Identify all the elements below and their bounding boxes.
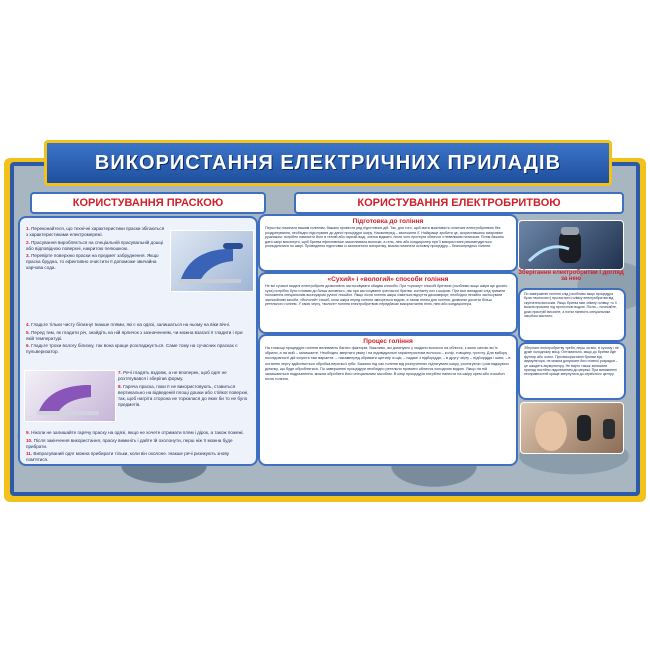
iron-heading [30, 192, 266, 214]
page-title: ВИКОРИСТАННЯ ЕЛЕКТРИЧНИХ ПРИЛАДІВ [94, 151, 562, 174]
shaver-photo-top [518, 220, 624, 270]
methods-title: «Сухий» і «вологий» способи гоління [327, 276, 449, 283]
shaver-heading [294, 192, 624, 214]
rule-7: 7. Речі гладять вздовж, а не впоперек, щоб одяг не розтягувався і зберігав форму. [118, 370, 227, 381]
info-board [4, 140, 646, 502]
methods-text: Не всі сучасні моделі електробритв дозволяють застосовувати обидва способи. При «сухому» способі бритвою (особливо якщо шкіра ще досить суха) потрібно бути готовим до більш активного, ніж при застосуванні гратчастої бритви, контакту лез з шкірою. При всіх випадках слід тримати положення спеціальним аксесуаром ручної лосьйон. Якщо після гоління шкіра з'явиться відчуття дискомфорт, необхідно негайно застосувати заспокійливі засоби. «Вологий» спосіб, коли шкіра перед гоління змочується водою, а також гелем для гоління, дозволяє досягти більш ретельного гоління. У свою чергу, «вологе» гоління електробритвою передбачає використання гелю, піни або кондиціонера. [265, 284, 508, 307]
process-panel [258, 334, 518, 466]
rule-8: 8. Гаряча праска, поки її не використовують, ставиться вертикально на відведеній площі дошки або стійкої поверхні, так, щоб нагріта сторона не торкалася до яких би то не було предметів. [118, 383, 249, 407]
process-title: Процес гоління [363, 338, 413, 345]
storage-title: Зберігання електробритви і догляд за нею [518, 270, 624, 282]
storage-text-2: Зберігати електробритву треба, перш за все, в сухому і не дуже холодному місці. Оптимально, якщо до бритви йде футляр або чохол. При використанні бритви від акумулятора, не можна допускати його повної розрядки – це шкодить акумулятору. Не варто також залишати прилад постійно підключеним до мережі. При виникненні несправностей краще звернутися до сервісного центру. [524, 346, 619, 377]
iron-icon [171, 231, 253, 291]
iron-heading-text: КОРИСТУВАННЯ ПРАСКОЮ [72, 197, 224, 209]
iron-rules-list [26, 226, 166, 273]
iron-panel [18, 216, 258, 466]
shaver-heading-text: КОРИСТУВАННЯ ЕЛЕКТРОБРИТВОЮ [357, 197, 561, 209]
rule-2: 2. Прасування виробляється на спеціальній прасувальній дошці або відповідною поверхні, накритою пелюшкою. [26, 239, 164, 251]
shaver-icon [519, 221, 623, 269]
man-shaving-icon [521, 403, 623, 453]
iron-photo-top [170, 230, 254, 292]
iron-rules-list-4 [26, 430, 250, 465]
storage-text-1: По завершенні гоління слід (особливо якщо процедура була «вологою») прочистити голівку електробритви від скупчення волосків. Якщо бритва має знімну голівку, то її можна промити під проточною водою. Після – почекайте, доки пристрій висохне, а потім нанесіть спеціальним засобом мастило. [524, 292, 617, 319]
rule-1: 1. Переконайтеся, що технічні характеристики праски збігаються з характеристиками електромережі. [26, 226, 165, 237]
rule-3: 3. Перевірте поверхню праски на предмет забруднення. Якщо праска брудна, то ефективно очистити її допоможе звичайна харчова сода. [26, 253, 159, 270]
rule-5: 5. Перед тим, як гладити річ, знайдіть на ній ярличок з зазначенням, чи можна взагалі її гладити і при якій температурі. [26, 329, 243, 341]
storage-panel-2 [518, 342, 626, 400]
prep-title: Підготовка до гоління [352, 218, 424, 225]
rule-9: 9. Ніколи не залишайте гарячу праску на одязі, якщо не хочете отримати плям і дірок, а також пожежі. [26, 430, 244, 435]
rule-4: 4. Гладьте тільки чисту білизну! Інакше плями, які є на одязі, залишаться на ньому на віки вічні. [26, 322, 231, 327]
rule-10: 10. Після закінчення використання, праску вимкніть і дайте їй охолонути, перш ніж її можна буде прибрати. [26, 437, 233, 449]
iron-purple-icon [25, 371, 115, 421]
rule-11: 11. Випрасуваний одяг можна прибирати тільки, коли він охолоне. Інакше речі ризикують знову пом'ятися. [26, 451, 229, 462]
storage-panel-1 [518, 288, 626, 342]
iron-rules-list-3 [118, 370, 252, 409]
methods-panel [258, 272, 518, 334]
prep-panel [258, 214, 518, 272]
iron-rules-list-2 [26, 322, 250, 357]
process-text: На тонкощі процедури гоління впливають багато факторів. Важливо, які домінуючі у людини волосся на обличчі, з якою силою ви їх збрили, а на якій – залишаєте. Необхідно звертати увагу і на індивідуальні характеристики волосся – колір, товщину, густоту. Для вибору послідовності дій існують такі варіанти: – насамперед збривати щетину зі щік; – надалі з підборіддя; – в другу чергу – підборіддя і шию; – в останню чергу здійснюється обробка верхньої губи. Бажано під час гоління від розлученнях підтягувати шкіру, розтягуючи і розгладжуючи ділянку, що буде оброблятися. По завершенні процедури необхідно ретельно промити обличчя холодною водою. Якщо на ній залишаються подразнення, можна обробити його спеціальним засобом. В кінці процедури потрібно нанести на шкіру крем або лосьйон після гоління. [265, 346, 511, 382]
shaving-photo [520, 402, 624, 454]
rule-6: 6. Гладьте трохи вологу білизну, так вона краще розгладжується. Саме тому на сучасних прасках є пульверизатор. [26, 343, 238, 354]
iron-photo-bottom [24, 370, 116, 422]
title-banner [44, 140, 612, 186]
prep-text: Перш ніж починати вашим голінням, бажано провести ряд підготовчих дій. Так, для того, щоб мати можливість голитися електробритвою без роздратування, необхідно підготувати до даної процедури шкіру. Насамперед – зволожити її. Найкраще зробити це, скориставшись махровим рушником: потрібно намочити його в теплій або гарячій воді, злегка віджати, після чого протерти обличчя з невеликим натиском. Потім бажано дати шкірі висохнути, щоб бритва ефективніше захоплювала волоски, а гель, лінь або кондиціонер при її використанні рекомендується розподілятися по шкірі. Проведення підготовки із зазначеного алгоритму, можна починати основну процедуру – безпосередньо гоління. [265, 226, 504, 249]
